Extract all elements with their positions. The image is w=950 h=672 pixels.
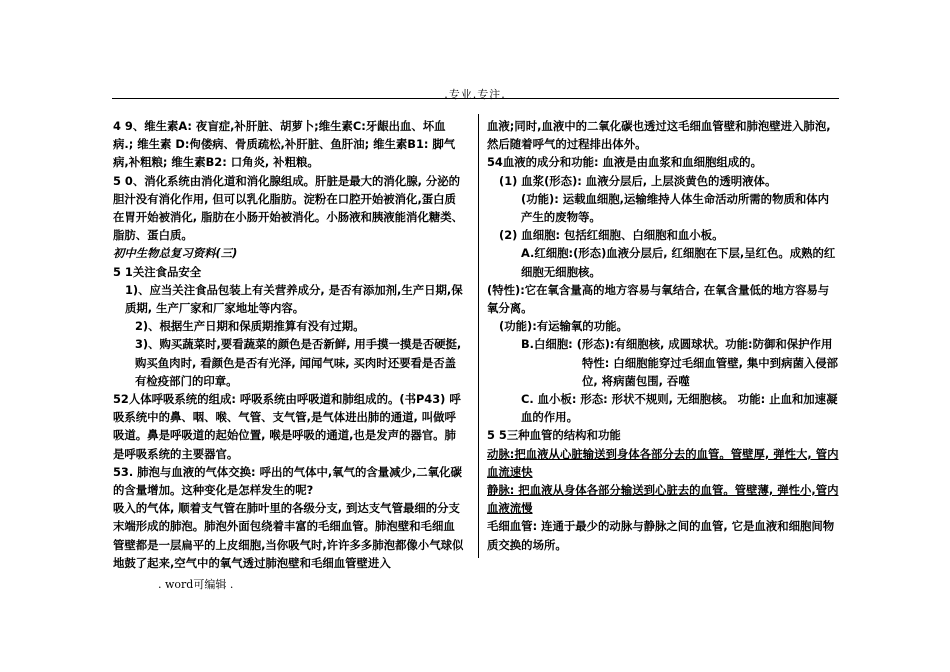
plasma-function: (功能): 运载血细胞,运输维持人体生命活动所需的物质和体内产生的废物等。 bbox=[521, 191, 830, 225]
heading-54: 54血液的成分和功能: 血液是由血浆和血细胞组成的。 bbox=[487, 155, 762, 170]
capillary: 毛细血管: 连通于最少的动脉与静脉之间的血管, 它是血液和细胞间物质交换的场所。 bbox=[487, 519, 835, 552]
page-header: .专业.专注. bbox=[444, 88, 506, 101]
white-cell-form: B.白细胞: (形态):有细胞核, 成圆球状。功能:防御和保护作用 bbox=[521, 337, 833, 352]
paragraph-51-3: 3)、购买蔬菜时,要看蔬菜的颜色是否新鲜, 用手摸一摸是否硬挺, 购买鱼肉时, 看颜色是否有光泽, 闻闻气味, 买肉时还要看是否盖有检疫部门的印章。 bbox=[135, 337, 462, 388]
platelet: C. 血小板: 形态: 形状不规则, 无细胞核。 功能: 止血和加速凝血的作用。 bbox=[521, 392, 838, 425]
page-footer: . word可编辑 . bbox=[158, 578, 234, 591]
paragraph-50: 5 0、消化系统由消化道和消化腺组成。肝脏是最大的消化腺, 分泌的胆汁没有消化作用, 但可以乳化脂肪。淀粉在口腔开始被消化,蛋白质在胃开始被消化, 脂肪在小肠开始被消化。小肠液和胰液能消化糖类、脂肪、蛋白质。 bbox=[113, 173, 464, 243]
left-column bbox=[113, 117, 465, 572]
blood-cells: (2) 血细胞: 包括红细胞、白细胞和血小板。 bbox=[499, 228, 724, 243]
vein: 静脉: 把血液从身体各部分输送到心脏去的血管。管壁薄, 弹性小,管内血液流慢 bbox=[487, 483, 839, 516]
paragraph-49: 4 9、维生素A: 夜盲症,补肝脏、胡萝卜;维生素C:牙龈出血、坏血病.; 维生素 D:佝偻病、骨质疏松,补肝脏、鱼肝油; 维生素B1: 脚气病,补粗粮; 维生素B2: 口角炎, 补粗粮。 bbox=[113, 119, 456, 170]
paragraph-53-body: 吸入的气体, 顺着支气管在肺叶里的各级分支, 到达支气管最细的分支末端形成的肺泡。肺泡外面包绕着丰富的毛细血管。肺泡壁和毛细血管壁都是一层扁平的上皮细胞,当你吸气时,许许多多肺泡都像小气球似地鼓了起来,空气中的氧气透过肺泡壁和毛细血管壁进入 bbox=[113, 501, 464, 570]
right-column bbox=[487, 117, 839, 554]
red-cell-form: A.红细胞:(形态)血液分层后, 红细胞在下层,呈红色。成熟的红细胞无细胞核。 bbox=[521, 246, 836, 279]
paragraph-53: 53. 肺泡与血液的气体交换: 呼出的气体中,氧气的含量减少,二氧化碳的含量增加。这种变化是怎样发生的呢? bbox=[113, 464, 462, 498]
column-divider bbox=[478, 114, 479, 558]
paragraph-51-1: 1)、应当关注食品包装上有关营养成分, 是否有添加剂,生产日期,保质期, 生产厂家和厂家地址等内容。 bbox=[125, 282, 463, 316]
red-cell-function: (功能):有运输氧的功能。 bbox=[499, 319, 628, 334]
artery: 动脉:把血液从心脏输送到身体各部分去的血管。管壁厚, 弹性大, 管内血流速快 bbox=[487, 446, 839, 479]
section-title: 初中生物总复习资料(三) bbox=[113, 246, 238, 261]
paragraph-53-cont: 血液;同时,血液中的二氧化碳也透过这毛细血管壁和肺泡壁进入肺泡, 然后随着呼气的过程排出体外。 bbox=[487, 119, 831, 152]
red-cell-trait: (特性):它在氧含量高的地方容易与氧结合, 在氧含量低的地方容易与氧分离。 bbox=[487, 282, 830, 316]
header-rule bbox=[112, 98, 839, 99]
heading-51: 5 1关注食品安全 bbox=[113, 264, 202, 279]
white-cell-trait: 特性: 白细胞能穿过毛细血管壁, 集中到病菌入侵部位, 将病菌包围, 吞噬 bbox=[582, 355, 839, 388]
plasma-form: (1) 血浆(形态): 血液分层后, 上层淡黄色的透明液体。 bbox=[499, 173, 777, 188]
paragraph-52: 52人体呼吸系统的组成: 呼吸系统由呼吸道和肺组成的。(书P43) 呼吸系统中的鼻、咽、喉、气管、支气管,是气体进出肺的通道, 叫做呼吸道。鼻是呼吸道的起始位置, 喉是呼吸的通道,也是发声的器官。肺是呼吸系统的主要器官。 bbox=[113, 392, 461, 461]
heading-55: 5 5三种血管的结构和功能 bbox=[487, 428, 621, 443]
paragraph-51-2: 2)、根据生产日期和保质期推算有没有过期。 bbox=[135, 319, 365, 334]
